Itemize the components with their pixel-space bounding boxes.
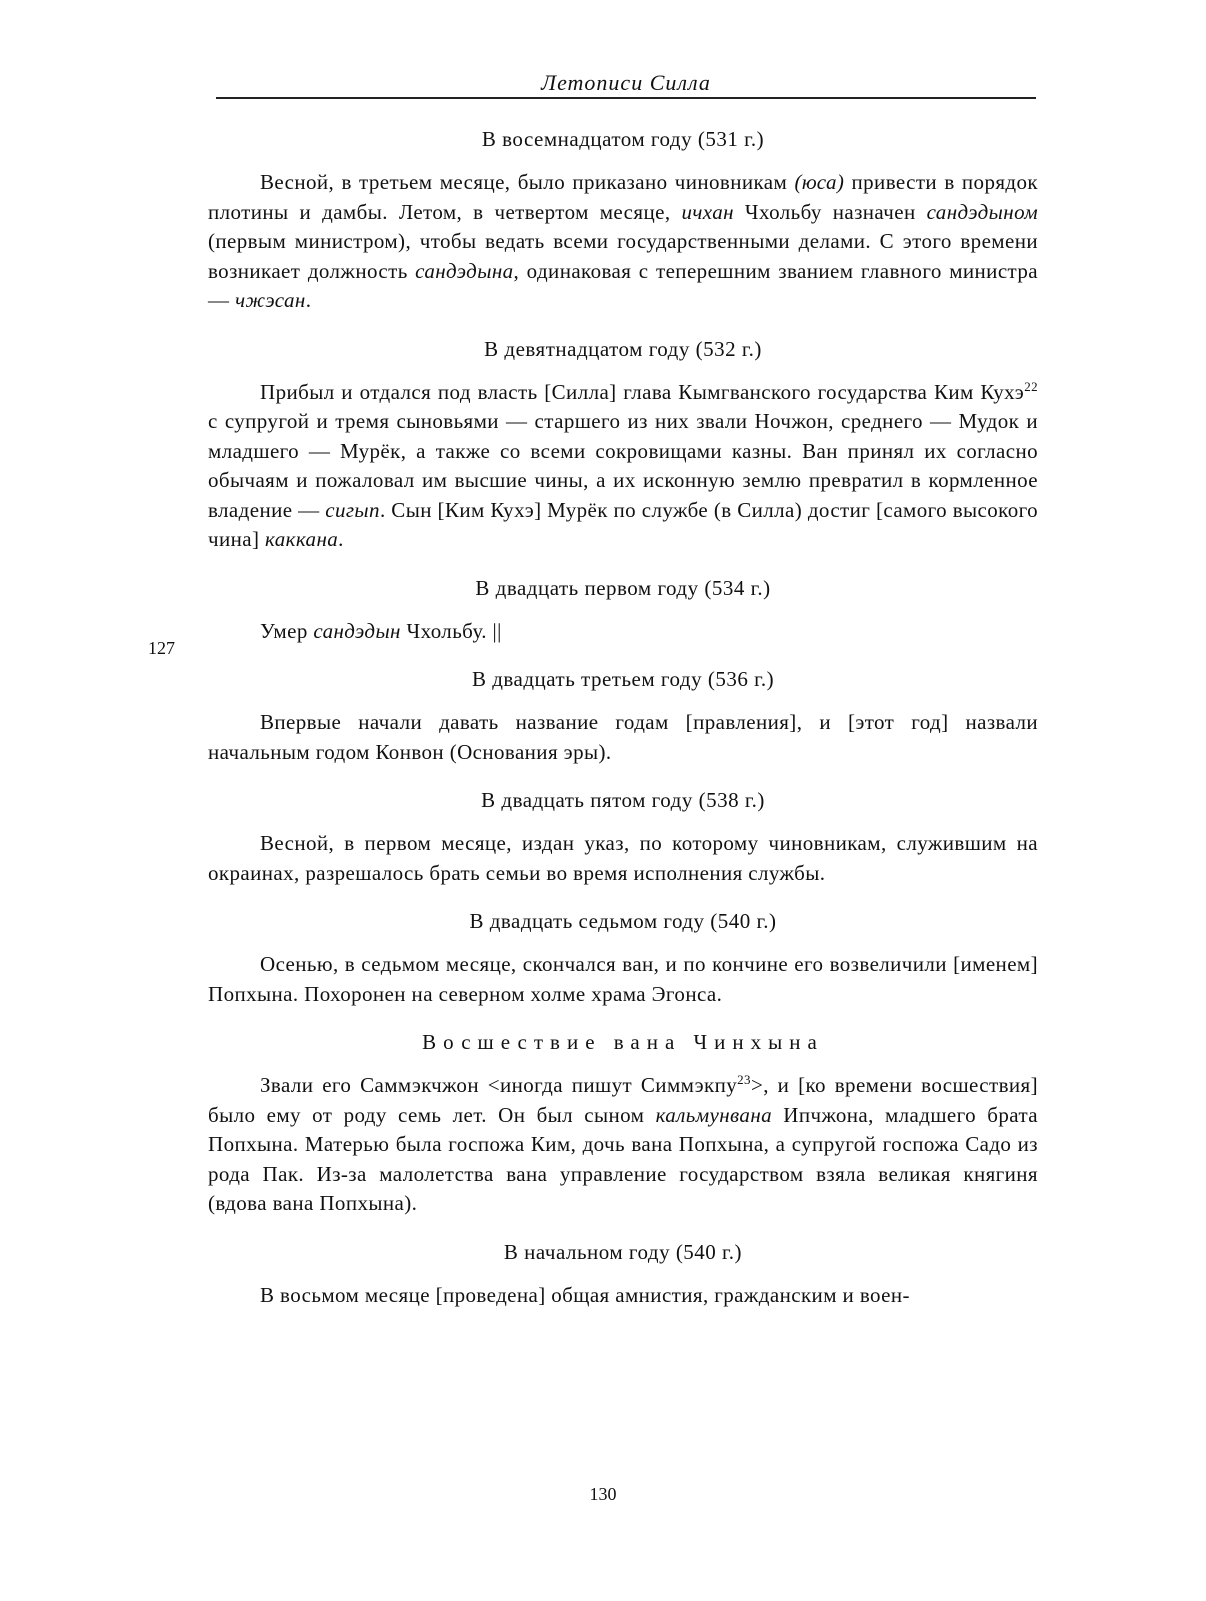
- page-number: 130: [589, 1484, 617, 1504]
- paragraph: Звали его Саммэкчжон <иногда пишут Симмэкпу$^{23}$>, и [ко времени восшествия] было ему от роду семь лет. Он был сыном кальмунвана Ипчжона, младшего брата Попхына. Матерью была госпожа Ким, дочь вана Попхына, а супругой госпожа Садо из рода Пак. Из-за малолетства вана управление государством взяла великая княгиня (вдова вана Попхына).: [208, 1072, 1039, 1215]
- paragraph: Впервые начали давать название годам [правления], и [этот год] назвали начальным годом Конвон (Основания эры).: [208, 710, 1038, 764]
- paragraph: Весной, в первом месяце, издан указ, по которому чиновникам, служившим на окраинах, разрешалось брать семьи во время исполнения службы.: [208, 831, 1038, 885]
- italic-term: ичхан: [681, 199, 734, 224]
- section-heading: В двадцать первом году (534 г.): [475, 575, 771, 600]
- italic-term: чжэсан: [235, 288, 306, 312]
- paragraph: Прибыл и отдался под власть [Силла] глава Кымгванского государства Ким Кухэ$^{22}$ с супругой и тремя сыновьями — старшего из них звали Ночжон, среднего — Мудок и младшего — Мурёк, а также со всеми сокровищами казны. Ван принял их согласно обычаям и пожаловал им высшие чины, а их исконную землю превратил в кормленное владение — сигып. Сын [Ким Кухэ] Мурёк по службе (в Силла) достиг [самого высокого чина] каккана.: [208, 378, 1038, 551]
- italic-term: сандэдын: [313, 618, 401, 643]
- paragraph: Весной, в третьем месяце, было приказано чиновникам (юса) привести в порядок плотины и дамбы. Летом, в четвертом месяце, ичхан Чхольбу назначен сандэдыном (первым министром), чтобы ведать всеми государственными делами. С этого времени возникает должность сандэдына, одинаковая с теперешним званием главного министра — чжэсан.: [208, 170, 1039, 312]
- section-heading: В начальном году (540 г.): [503, 1239, 743, 1264]
- footnote-marker[interactable]: 23: [737, 1072, 751, 1087]
- paragraph: Умер сандэдын Чхольбу. ||: [260, 618, 502, 643]
- paragraph: Осенью, в седьмом месяце, скончался ван, и по кончине его возвеличили [именем] Попхына. Похоронен на северном холме храма Эгонса.: [208, 952, 1038, 1006]
- header-rule: [216, 97, 1036, 99]
- italic-term: сандэдына: [415, 258, 514, 283]
- italic-term: сигып: [325, 497, 380, 522]
- italic-term: каккана: [265, 527, 339, 551]
- section-heading: В двадцать седьмом году (540 г.): [469, 909, 777, 933]
- italic-term: кальмунвана: [655, 1102, 773, 1127]
- paragraph: В восьмом месяце [проведена] общая амнистия, гражданским и воен-: [260, 1282, 910, 1307]
- text-body: [208, 124, 1038, 1328]
- margin-page-reference: 127: [148, 638, 175, 658]
- chapter-heading: Восшествие вана Чинхына: [422, 1030, 824, 1054]
- italic-term: сандэдыном: [926, 199, 1039, 224]
- section-heading: В двадцать пятом году (538 г.): [481, 788, 765, 812]
- section-heading: В девятнадцатом году (532 г.): [484, 336, 762, 361]
- section-heading: В восемнадцатом году (531 г.): [481, 127, 765, 151]
- running-head-title: Летописи Силла: [541, 70, 711, 95]
- footnote-marker[interactable]: 22: [1024, 378, 1038, 394]
- italic-term: (юса): [794, 170, 845, 194]
- section-heading: В двадцать третьем году (536 г.): [471, 667, 775, 691]
